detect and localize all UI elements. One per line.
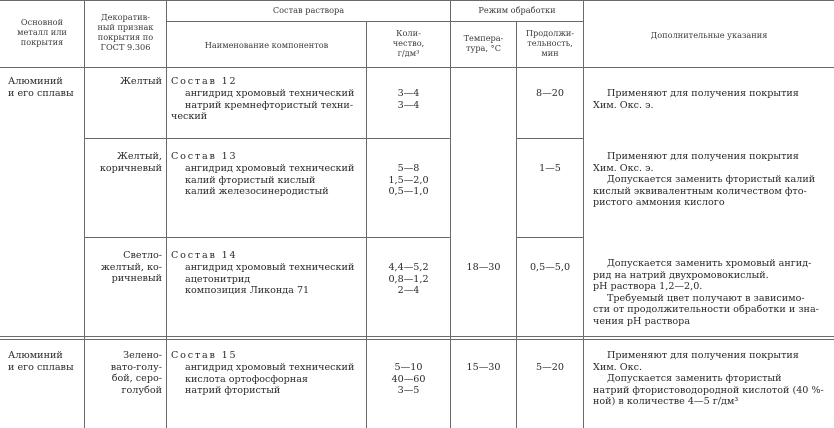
duration-row-14: 0,5—5,0	[529, 262, 571, 273]
quantities-row-15: 5—10 40—60 3—5	[391, 362, 426, 397]
table-top-rule	[0, 0, 834, 1]
header-metal: Основной металл или покрытия	[17, 17, 67, 47]
decor-cell-row-12: Желтый	[120, 76, 162, 87]
composition-title-12: Состав 12	[171, 76, 238, 87]
notes-row-12: Применяют для получения покрытия Хим. Окс. э.	[593, 88, 799, 111]
quantities-row-14: 4,4—5,2 0,8—1,2 2—4	[388, 262, 429, 297]
temperature-row-15: 15—30	[466, 362, 501, 373]
row-divider-12-13-duration	[516, 138, 583, 139]
decor-cell-row-15: Зелено- вато-голу- бой, серо- голубой	[110, 350, 162, 396]
notes-row-13: Применяют для получения покрытия Хим. Окс. э. Допускается заменить фтористый калий кислый эквивалентным количеством фто- ристого аммония кислого	[593, 151, 816, 209]
quantities-row-12: 3—4 3—4	[397, 88, 420, 111]
decor-cell-row-14: Светло- желтый, ко- ричневый	[100, 250, 162, 285]
components-row-15: ангидрид хромовый технический кислота ортофосфорная натрий фтористый	[185, 362, 355, 397]
group-divider-double-2	[0, 339, 834, 340]
composition-title-14: Состав 14	[171, 250, 238, 261]
row-divider-13-14	[84, 237, 450, 238]
components-row-13: ангидрид хромовый технический калий фтористый кислый калий железосинеродистый	[185, 163, 355, 198]
composition-title-13: Состав 13	[171, 151, 238, 162]
header-notes: Дополнительные указания	[650, 30, 768, 40]
col-rule-1	[84, 0, 85, 428]
header-components: Наименование компонентов	[204, 40, 329, 50]
header-quantity: Коли- чество, г/дм³	[392, 28, 425, 58]
notes-row-15: Применяют для получения покрытия Хим. Окс. Допускается заменить фтористый натрий фтористоводородной кислотой (40 %- ной) в количестве 4—5 г/дм³	[593, 350, 824, 408]
header-mode-group: Режим обработки	[478, 5, 556, 15]
notes-row-14: Допускается заменить хромовый ангид- рид на натрий двухромовокислый. pH раствора 1,2—2,0. Требуемый цвет получают в зависимо- сти от продолжительности обработки и зна- чения pH раствора	[593, 258, 819, 327]
header-subrule-solution	[166, 21, 450, 22]
group-divider-double-1	[0, 336, 834, 337]
col-rule-6	[583, 0, 584, 428]
quantities-row-13: 5—8 1,5—2,0 0,5—1,0	[388, 163, 429, 198]
header-duration: Продолжи- тельность, мин	[525, 28, 575, 58]
row-divider-12-13	[84, 138, 450, 139]
header-solution-group: Состав раствора	[272, 5, 345, 15]
decor-cell-row-13: Желтый, коричневый	[99, 151, 162, 174]
row-divider-13-14-duration	[516, 237, 583, 238]
duration-row-12: 8—20	[536, 88, 564, 99]
components-row-12: ангидрид хромовый технический натрий кремнефтористый техни- ческий	[171, 88, 355, 123]
header-decor: Декоратив- ный признак покрытия по ГОСТ 9.306	[97, 12, 154, 52]
metal-cell-group-1: Алюминий и его сплавы	[8, 76, 74, 99]
temperature-rows-12-14: 18—30	[466, 262, 501, 273]
duration-row-15: 5—20	[536, 362, 564, 373]
composition-title-15: Состав 15	[171, 350, 238, 361]
header-bottom-rule	[0, 67, 834, 68]
components-row-14: ангидрид хромовый технический ацетонитрид композиция Ликонда 71	[185, 262, 355, 297]
duration-row-13: 1—5	[539, 163, 561, 174]
col-rule-2	[166, 0, 167, 428]
metal-cell-group-2: Алюминий и его сплавы	[8, 350, 74, 373]
header-temperature: Темпера- тура, °С	[463, 33, 504, 53]
